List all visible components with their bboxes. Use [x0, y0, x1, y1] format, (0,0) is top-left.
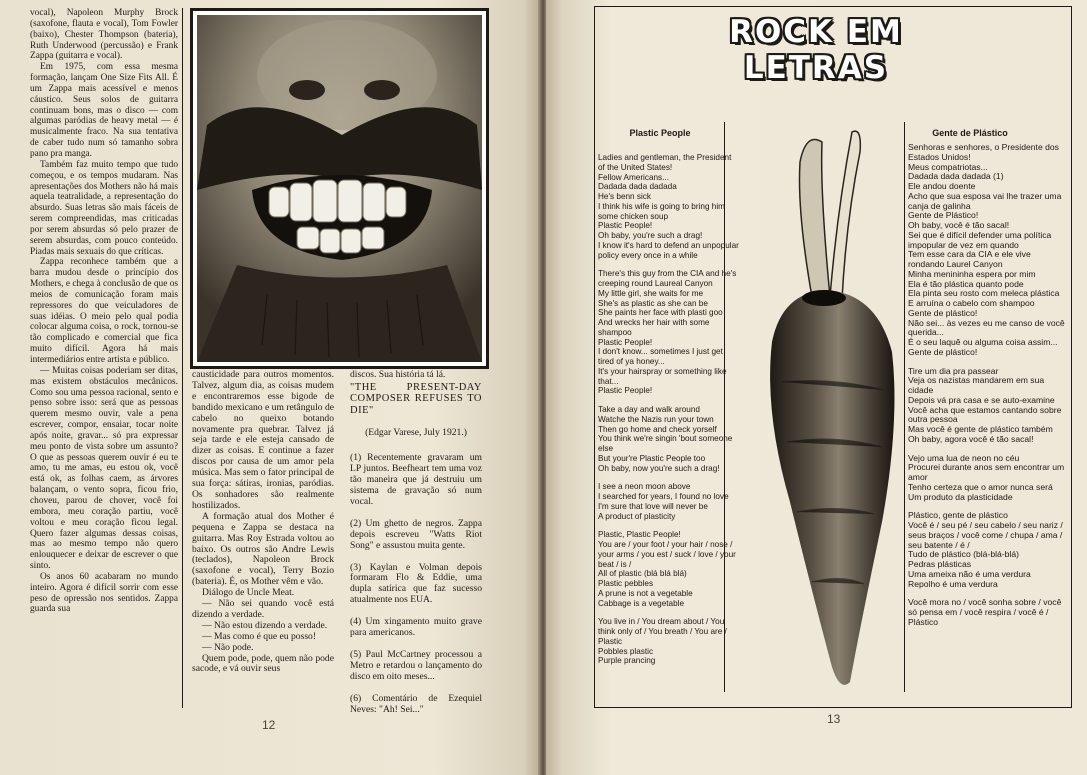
footnote: (6) Comentário de Ezequiel Neves: "Ah! Sei..." [350, 692, 482, 715]
paragraph: causticidade para outros momentos. Talvez, algum dia, as coisas mudem e encontraremos esse bigode de bandido mexicano e um retângulo de cabelo no queixo botando novamente pra quebrar. Talvez já seja tarde e ele esteja cansado de dizer as coisas. E continue a fazer discos por causa de um amor pela música. Mas sem o fator principal de sua força: sátiras, ironias, paródias. Os sonhadores são realmente hostilizados. [192, 369, 334, 511]
poem-line: Acho que sua esposa vai lhe trazer uma canja de galinha [908, 190, 1062, 211]
footnote: (3) Kaylan e Volman depois formaram Flo & Eddie, uma dupla satírica que faz sucesso atualmente nos EUA. [350, 561, 482, 606]
poem-line: You live in / You dream about / You think only of / You breath / You are / [598, 617, 727, 636]
poem-line: Oh baby, you're such a drag! [598, 231, 703, 240]
article-column-3 [350, 370, 482, 727]
page-number-right: 13 [827, 712, 841, 726]
poem-line: Tenho certeza que o amor nunca será [908, 481, 1053, 492]
carrot-photo [742, 122, 922, 692]
section-banner: ROCK EM LETRAS [729, 14, 903, 86]
poem-line: I searched for years, I found no love [598, 492, 729, 501]
paragraph: Também faz muito tempo que tudo começou, e os tempos mudaram. Nas apresentações dos Mothers não há mais aquela teatralidade, a representação do absurdo. Suas letras são mais fáceis de serem compreendidas, mas criticadas por serem absurdas só pelo prazer de serem absurdas, com pouco conteúdo. Piadas mais sexuais do que críticas. [30, 159, 178, 257]
poem-line: Senhoras e senhores, o Presidente dos Estados Unidos! [908, 142, 1059, 162]
poem-line: Cabbage is a vegetable [598, 598, 685, 608]
paragraph: — Não sei quando você está dizendo a verdade. [192, 598, 334, 620]
poem-stanza [908, 598, 1068, 627]
footnotes [350, 453, 482, 715]
column3-intro: discos. Sua história tá lá. [350, 369, 446, 380]
poem-line: She paints her face with plasti goo [598, 308, 723, 318]
poem-line: But your're Plastic People too [598, 453, 706, 463]
poem-line: Mas você é gente de plástico também [908, 424, 1053, 434]
poem-stanza [598, 153, 740, 260]
paragraph: Quem pode, pode, quem não pode sacode, e vá ouvir seus [192, 652, 334, 675]
poem-line: Pobbles plastic [598, 646, 654, 656]
poem-line: A prune is not a vegetable [598, 588, 693, 598]
footnote: (4) Um xingamento muito grave para americanos. [350, 616, 482, 639]
poem-line: And wrecks her hair with some shampoo [598, 318, 710, 337]
left-page [0, 0, 540, 775]
poem-line: Uma ameixa não é uma verdura [908, 568, 1031, 579]
poem-line: Ela é tão plástica quanto pode [908, 278, 1024, 289]
zappa-mouth-photo [190, 8, 489, 369]
poem-line: Tire um dia pra passear [908, 365, 999, 376]
poem-line: I think his wife is going to bring him some chicken soup [598, 201, 725, 221]
poem-line: Ela pinta seu rosto com meleca plástica [908, 288, 1060, 299]
poem-line: Gente de plástico! [908, 346, 978, 357]
poem-line: Plastic People! [598, 386, 653, 396]
poem-line: Tudo de plástico (blá-blá-blá) [908, 549, 1019, 560]
poem-line: Watche the Nazis run your town [598, 414, 714, 424]
poem-line: Minha menininha espera por mim [908, 268, 1036, 279]
mouth-illustration [197, 15, 482, 362]
poem-line: All of plastic (blá blá blá) [598, 569, 687, 579]
paragraph: vocal), Napoleon Murphy Brock (saxofone, flauta e vocal), Tom Fowler (baixo), Chester Thompson (bateria), Ruth Underwood (percussão) e Frank Zappa (guitarra e vocal). [30, 8, 178, 62]
poem-line: There's this guy from the CIA and he's creeping round Laureal Canyon [598, 269, 737, 288]
poem-line: My little girl, she waits for me [598, 288, 704, 298]
paragraph: — Não estou dizendo a verdade. [202, 619, 328, 631]
poem-line: I know it's hard to defend an unpopular policy every once in a while [598, 240, 739, 260]
poem-line: Purple prancing [598, 656, 656, 666]
poem-line: It's your hairspray or something like that... [598, 366, 727, 386]
poem-stanza [908, 454, 1068, 503]
poem-line: Meus compatriotas... [908, 161, 988, 172]
poem-stanza [908, 511, 1068, 589]
poem-line: Gente de Plástico! [908, 210, 979, 221]
poem-line: Gente de plástico! [908, 307, 978, 318]
poem-stanza [598, 482, 740, 521]
poem-line: Then go home and check yorself [598, 424, 717, 434]
poem-line: Você acha que estamos cantando sobre outra pessoa [908, 404, 1062, 425]
article-column-2 [192, 370, 334, 675]
poem-line: You are / your foot / your hair / nose / your arms / you est / suck / love / your beat / is / [598, 540, 736, 569]
poem-line: Plastic pebbles [598, 579, 654, 588]
paragraph: A formação atual dos Mother é pequena e Zappa se destaca na guitarra. Mas Roy Estrada voltou ao baixo. Os outros são Andre Lewis (teclados), Napoleon Brock (saxofone e vocal), Terry Bozio (bateria). É, os Mother vêm e vão. [192, 510, 334, 588]
poem-line: Plastic People! [598, 221, 653, 231]
poem-portuguese [908, 143, 1068, 637]
poem-line: Ele andou doente [908, 181, 976, 191]
poem-line: É o seu laquê ou alguma coisa assim... [908, 337, 1058, 347]
poem-line: Oh baby, agora você é tão sacal! [908, 433, 1034, 444]
poem-line: Oh baby, now you're such a drag! [598, 463, 720, 473]
poem-title-english: Plastic People [629, 128, 691, 138]
poem-stanza [598, 530, 740, 608]
poem-line: Plastic, Plastic People! [598, 530, 681, 540]
poem-line: Um produto da plasticidade [908, 491, 1013, 502]
poem-stanza [598, 617, 740, 666]
paragraph: Os anos 60 acabaram no mundo inteiro. Agora é difícil sorrir com esse peso de opressão nos sentidos. Zappa guarda sua [30, 571, 178, 615]
poem-line: Depois vá pra casa e se auto-examine [908, 394, 1055, 405]
poem-stanza [908, 367, 1068, 445]
poem-line: Procurei durante anos sem encontrar um amor [908, 462, 1065, 482]
paragraph: — Não pode. [202, 641, 254, 653]
poem-english [598, 153, 740, 675]
poem-line: Dadada dada dadada [598, 182, 677, 192]
poem-line: Plástico, gente de plástico [908, 510, 1008, 521]
poem-line: I don't know... sometimes I just get tired of ya honey... [598, 347, 723, 366]
poem-line: She's as plastic as she can be [598, 298, 708, 308]
poem-line: I'm sure that love will never be [598, 501, 708, 511]
poem-line: I see a neon moon above [598, 482, 691, 492]
poem-line: Plastic People! [598, 337, 653, 347]
page-number-left: 12 [262, 718, 276, 732]
poem-line: Sei que é difícil defender uma política impopular de vez em quando [908, 229, 1052, 250]
article-column-1 [30, 8, 178, 615]
poem-line: Pedras plásticas [908, 559, 972, 569]
poem-line: Vejo uma lua de neon no céu [908, 452, 1020, 463]
poem-stanza [598, 405, 740, 473]
poem-line: Tem esse cara da CIA e ele vive rondando Laurel Canyon [908, 249, 1031, 269]
poem-line: Dadada dada dadada (1) [908, 171, 1004, 182]
poem-line: Você mora no / você sonha sobre / você só pensa em / você respira / você é / [908, 597, 1062, 617]
poem-line: Ladies and gentleman, the President of the United States! [598, 153, 732, 172]
paragraph: Diálogo de Uncle Meat. [202, 587, 295, 599]
poem-title-portuguese: Gente de Plástico [932, 128, 1008, 138]
poem-line: A product of plasticity [598, 511, 676, 521]
paragraph: Em 1975, com essa mesma formação, lançam One Size Fits All. É um Zappa mais acessível e menos cáustico. Seus solos de guitarra continuam bons, mas o disco — com algumas paródias de heavy metal — é musicalmente fraco. Na sua tentativa de caber tudo num só tamanho sobra pano pra manga. [30, 62, 178, 159]
right-page [546, 0, 1087, 775]
poem-line: Você é / seu pé / seu cabelo / seu nariz / seus braços / você come / chupa / ama / seu batente / é / [908, 520, 1063, 550]
column-divider [182, 8, 183, 708]
footnote: (5) Paul McCartney processou a Metro e retardou o lançamento do disco em oito meses... [350, 649, 482, 682]
poem-line: Veja os nazistas mandarem em sua cidade [908, 375, 1045, 395]
poem-stanza [908, 143, 1068, 358]
poem-line: E arruína o cabelo com shampoo [908, 298, 1035, 308]
poem-line: Oh baby, você é tão sacal! [908, 220, 1010, 230]
poem-line: Não sei... às vezes eu me canso de você querida... [908, 317, 1065, 338]
poem-line: He's benn sick [598, 192, 651, 201]
quote-attribution: (Edgar Varese, July 1921.) [365, 427, 467, 439]
footnote: (1) Recentemente gravaram um LP juntos. Beefheart tem uma voz tão maneira que já destruiu um sistema de gravação só num vocal. [350, 452, 482, 507]
paragraph: Zappa reconhece também que a barra mudou desde o princípio dos Mothers, e chega à conclusão de que os meios de comunicação foram mais repressores do que veiculadores de suas idéias. O meio pelo qual podia colocar alguma coisa, o rock, tornou-se tão complicado e comercial que fica muito difícil. Agora há mais intermediários entre artista e público. [30, 257, 178, 365]
poem-line: Take a day and walk around [598, 405, 700, 414]
poem-line: Plástico [908, 616, 939, 627]
poem-line: Plastic [598, 636, 623, 646]
varese-quote: "THE PRESENT-DAY COMPOSER REFUSES TO DIE" [350, 381, 482, 416]
footnote: (2) Um ghetto de negros. Zappa depois escreveu "Watts Riot Song" e assustou muita gente. [350, 517, 482, 551]
poem-line: Repolho é uma verdura [908, 578, 998, 589]
poem-line: Fellow Americans... [598, 172, 669, 182]
poem-stanza [598, 269, 740, 396]
paragraph: — Muitas coisas poderiam ser ditas, mas existem obstáculos mecânicos. Como sou uma pessoa racional, sento e penso sobre isso: será que as pessoas querem mesmo ouvir, vale a pena escrever, compor, ensaiar, tocar noite após noite, gravar... só pra expressar meu ponto de vista sobre um assunto? O que as pessoas querem ouvir é eu te amo, tu me amas, eu estou ok, você está ok, as folhas caem, as árvores balançam, o vento sopra, ficou frio, choveu, parou de chover, você foi embora, meu coração partiu, você voltou e meu coração ficou legal. Quero fazer algumas dessas coisas, mas ao mesmo tempo não quero enlouquecer e deixar de escrever o que sinto. [30, 365, 178, 572]
paragraph: — Mas como é que eu posso! [202, 630, 317, 642]
poem-line: You think we're singin 'bout someone else [598, 434, 733, 453]
